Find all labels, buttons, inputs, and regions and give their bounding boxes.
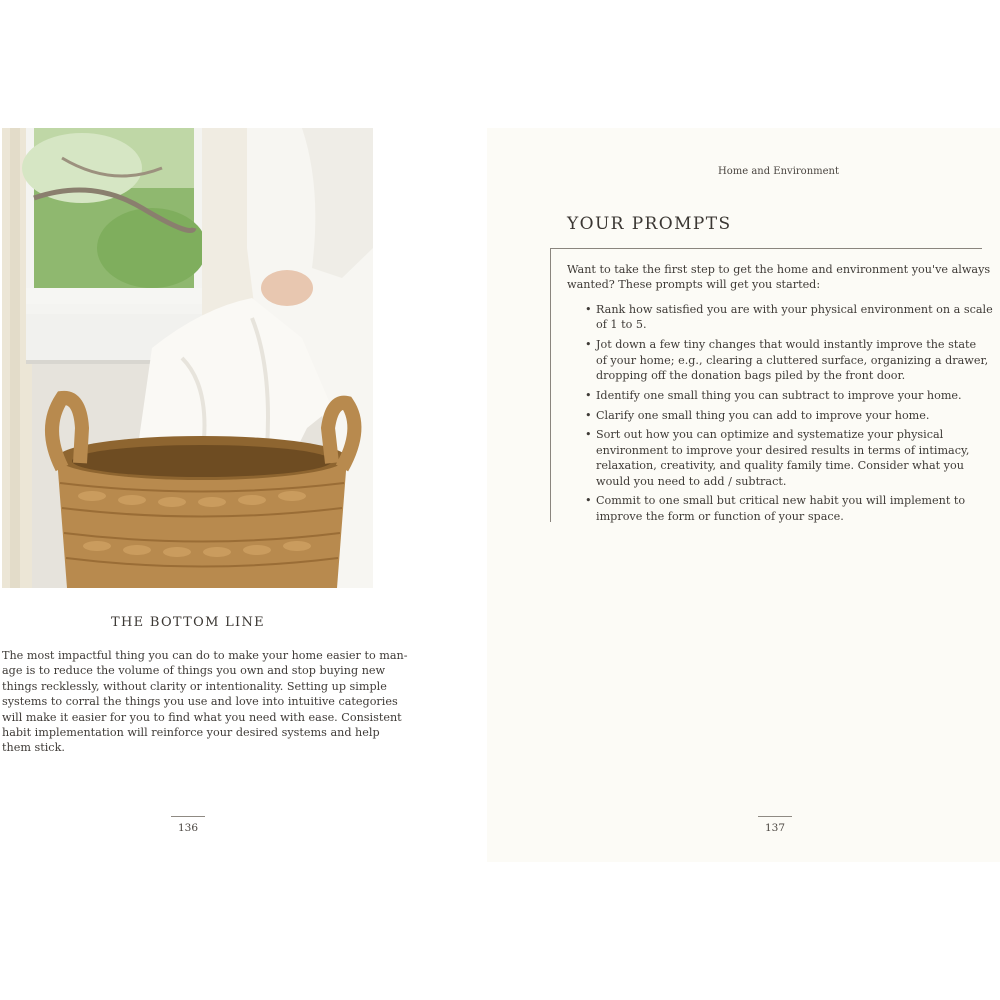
title-rule-vertical: [550, 248, 551, 522]
title-rule-horizontal: [550, 248, 982, 249]
intro-line: wanted? These prompts will get you started:: [567, 278, 821, 292]
prompt-line: relaxation, creativity, and quality family time. Consider what you: [596, 459, 964, 473]
bullet-icon: •: [585, 408, 592, 422]
body-line: systems to corral the things you use and love into intuitive categories: [2, 695, 398, 709]
right-page: [487, 128, 1000, 862]
page-number-right: 137: [764, 822, 786, 834]
prompt-line: dropping off the donation bags piled by the front door.: [596, 369, 906, 383]
prompt-line: Identify one small thing you can subtract to improve your home.: [596, 388, 962, 402]
prompt-line: Commit to one small but critical new habit you will implement to: [596, 494, 966, 508]
left-page: [0, 128, 487, 862]
page-number-left: 136: [177, 822, 199, 834]
bottom-line-body: [2, 648, 408, 756]
bullet-icon: •: [585, 428, 592, 442]
prompt-line: Rank how satisfied you are with your physical environment on a scale: [596, 303, 993, 316]
list-item: [567, 302, 993, 333]
body-line: age is to reduce the volume of things you own and stop buying new: [2, 664, 386, 678]
prompts-intro: [567, 262, 991, 293]
folio-rule: [758, 816, 792, 817]
prompt-line: improve the form or function of your space.: [596, 509, 844, 523]
prompt-line: Sort out how you can optimize and systematize your physical: [596, 428, 944, 442]
prompt-list: [567, 302, 993, 529]
bullet-icon: •: [585, 388, 592, 402]
list-item: [567, 408, 987, 423]
bottom-line-heading: THE BOTTOM LINE: [111, 615, 265, 630]
intro-line: Want to take the first step to get the home and environment you've always: [567, 263, 991, 276]
prompt-line: Jot down a few tiny changes that would instantly improve the state: [596, 338, 977, 352]
bullet-icon: •: [585, 338, 592, 352]
list-item: [567, 337, 987, 383]
list-item: [567, 427, 987, 489]
prompts-title: YOUR PROMPTS: [567, 214, 732, 234]
body-line: things recklessly, without clarity or intentionality. Setting up simple: [2, 679, 387, 693]
running-head: Home and Environment: [718, 166, 839, 177]
bullet-icon: •: [585, 303, 592, 316]
list-item: [567, 493, 987, 524]
prompt-line: would you need to add / subtract.: [596, 474, 787, 488]
prompt-line: of 1 to 5.: [596, 318, 647, 332]
prompt-line: Clarify one small thing you can add to improve your home.: [596, 408, 930, 422]
basket-towel-photo: [2, 128, 373, 588]
prompt-line: environment to improve your desired results in terms of intimacy,: [596, 443, 970, 457]
folio-rule: [171, 816, 205, 817]
list-item: [567, 388, 987, 403]
body-line: will make it easier for you to find what you need with ease. Consistent: [2, 710, 402, 724]
body-line: The most impactful thing you can do to make your home easier to man-: [2, 649, 408, 662]
prompt-line: of your home; e.g., clearing a cluttered surface, organizing a drawer,: [596, 353, 989, 367]
body-line: them stick.: [2, 741, 65, 755]
bullet-icon: •: [585, 494, 592, 508]
body-line: habit implementation will reinforce your desired systems and help: [2, 726, 380, 740]
